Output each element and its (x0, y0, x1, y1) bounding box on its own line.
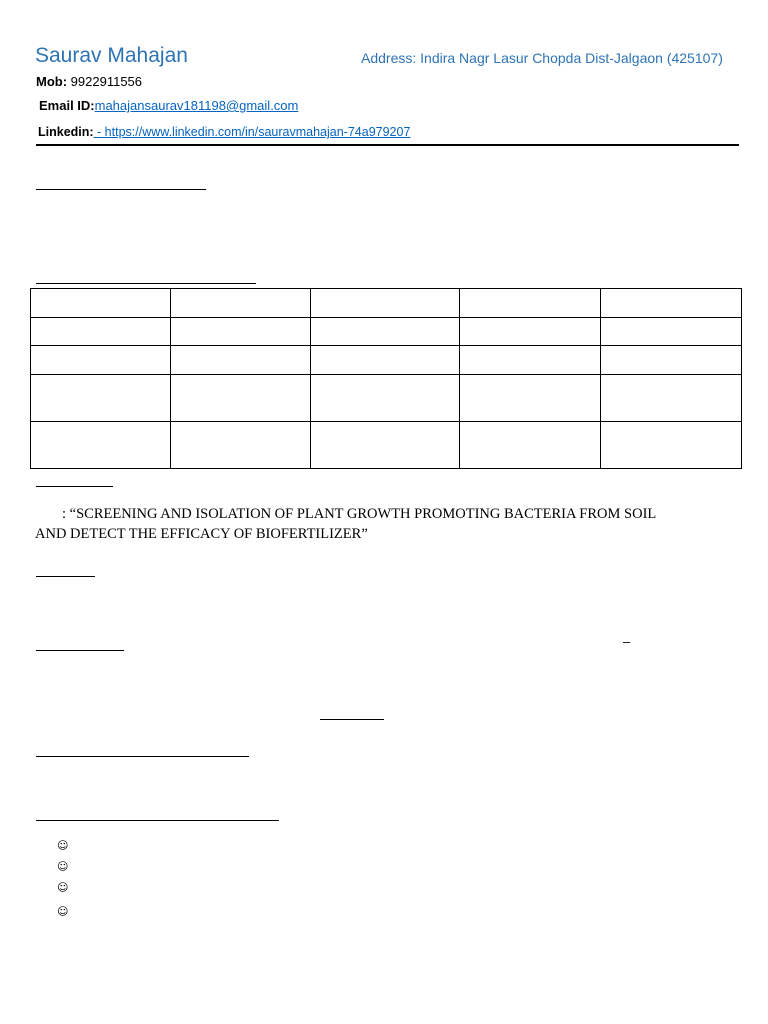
project-title-line-2: AND DETECT THE EFFICACY OF BIOFERTILIZER” (35, 526, 368, 542)
table-cell (171, 375, 311, 422)
table-cell (601, 318, 742, 346)
dash-mark: – (623, 634, 631, 649)
section-underline-8 (36, 820, 279, 821)
table-cell (31, 318, 171, 346)
table-cell (171, 422, 311, 469)
mobile-number: 9922911556 (70, 74, 143, 89)
table-cell (460, 318, 601, 346)
qualification-table (30, 288, 742, 469)
table-cell (171, 318, 311, 346)
table-row (31, 346, 742, 375)
header-divider (36, 144, 739, 146)
table-cell (460, 289, 601, 318)
smiley-bullet-icon: ☺ (57, 881, 69, 894)
project-title-text-1: “SCREENING AND ISOLATION OF PLANT GROWTH PROMOTING BACTERIA FROM SOIL (69, 506, 657, 522)
section-underline-7 (36, 756, 249, 757)
project-title-line-1 (62, 506, 656, 523)
smiley-bullet-icon: ☺ (57, 839, 69, 852)
table-cell (171, 346, 311, 375)
project-title-prefix: : (62, 506, 70, 522)
linkedin-link[interactable]: - https://www.linkedin.com/in/sauravmahajan-74a979207 (93, 125, 411, 139)
table-cell (460, 375, 601, 422)
email-label: Email ID: (39, 98, 95, 113)
section-underline-3 (36, 486, 113, 487)
table-cell (311, 422, 460, 469)
address: Address: Indira Nagr Lasur Chopda Dist-Jalgaon (425107) (361, 50, 723, 66)
smiley-bullet-icon: ☺ (57, 860, 69, 873)
table-cell (601, 289, 742, 318)
mobile-line (36, 74, 142, 89)
table-cell (311, 346, 460, 375)
smiley-bullet-icon: ☺ (57, 905, 69, 918)
linkedin-label: Linkedin: (38, 125, 94, 139)
table-cell (31, 422, 171, 469)
table-cell (31, 346, 171, 375)
email-link[interactable]: mahajansaurav181198@gmail.com (94, 98, 299, 113)
table-cell (311, 289, 460, 318)
table-cell (601, 346, 742, 375)
section-underline-2 (36, 283, 256, 284)
table-cell (171, 289, 311, 318)
mobile-label: Mob: (36, 74, 68, 89)
table-row (31, 318, 742, 346)
linkedin-line (38, 125, 410, 139)
table-row (31, 289, 742, 318)
section-underline-4 (36, 576, 95, 577)
section-underline-5 (36, 650, 124, 651)
table-cell (601, 422, 742, 469)
email-line (39, 98, 298, 113)
table-cell (311, 375, 460, 422)
table-cell (311, 318, 460, 346)
table-row (31, 422, 742, 469)
table-cell (31, 289, 171, 318)
table-cell (460, 422, 601, 469)
table-cell (31, 375, 171, 422)
table-cell (601, 375, 742, 422)
candidate-name: Saurav Mahajan (35, 44, 188, 67)
section-underline-1 (36, 189, 206, 190)
table-cell (460, 346, 601, 375)
table-row (31, 375, 742, 422)
section-underline-6 (320, 719, 384, 720)
